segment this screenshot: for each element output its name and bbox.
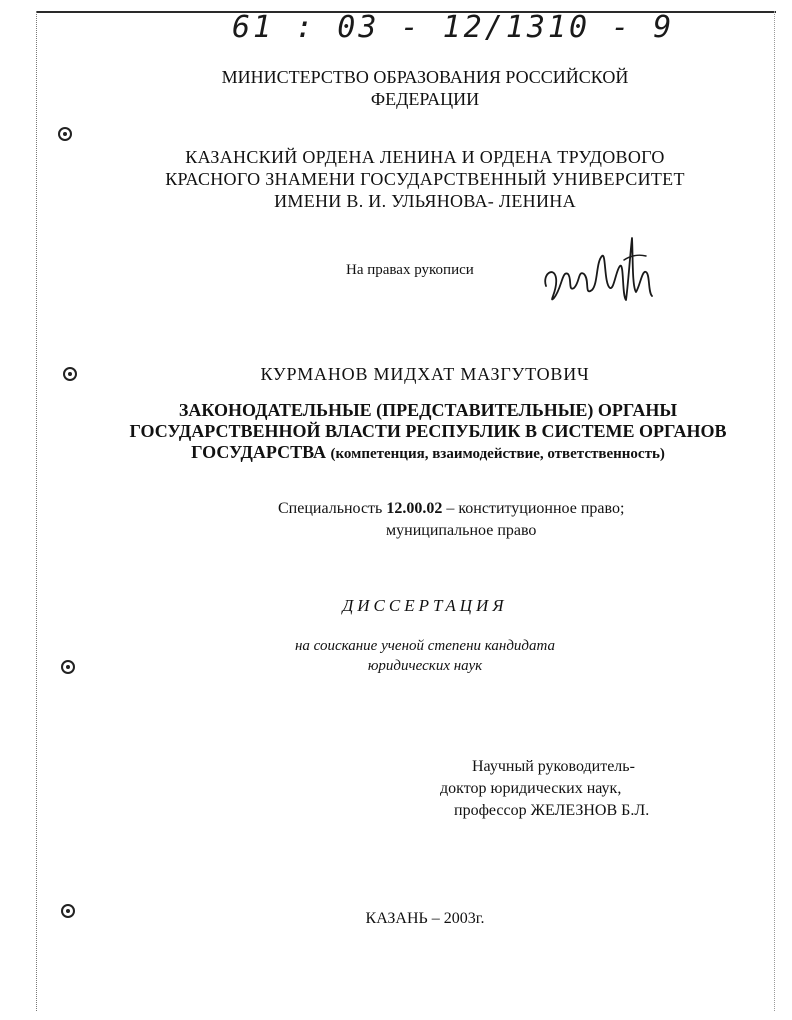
ministry-line-1: МИНИСТЕРСТВО ОБРАЗОВАНИЯ РОССИЙСКОЙ bbox=[221, 67, 629, 87]
signature-image bbox=[540, 226, 660, 316]
punch-hole-icon bbox=[58, 127, 72, 141]
page-frame-left bbox=[36, 11, 37, 1011]
document-type: ДИССЕРТАЦИЯ bbox=[342, 596, 508, 615]
university-line-3: ИМЕНИ В. И. УЛЬЯНОВА- ЛЕНИНА bbox=[274, 191, 576, 211]
page-frame-right bbox=[774, 11, 775, 1011]
supervisor-line-3: профессор ЖЕЛЕЗНОВ Б.Л. bbox=[454, 802, 650, 819]
university-line-1: КАЗАНСКИЙ ОРДЕНА ЛЕНИНА И ОРДЕНА ТРУДОВОГО bbox=[185, 147, 665, 167]
specialty bbox=[278, 498, 624, 542]
degree-line-2: юридических наук bbox=[367, 658, 483, 674]
punch-hole-icon bbox=[63, 367, 77, 381]
title-line-3 bbox=[110, 442, 746, 465]
university-line-2: КРАСНОГО ЗНАМЕНИ ГОСУДАРСТВЕННЫЙ УНИВЕРСИТЕТ bbox=[165, 169, 685, 189]
punch-hole-icon bbox=[61, 904, 75, 918]
specialty-code: 12.00.02 bbox=[386, 500, 443, 517]
author-name: КУРМАНОВ МИДХАТ МАЗГУТОВИЧ bbox=[260, 364, 590, 384]
title-line-3-main: ГОСУДАРСТВА bbox=[191, 442, 326, 462]
degree bbox=[120, 636, 730, 676]
dissertation-title bbox=[110, 400, 746, 465]
specialty-prefix: Специальность bbox=[278, 500, 383, 517]
supervisor-line-2: доктор юридических наук, bbox=[440, 780, 622, 797]
ministry-header bbox=[120, 66, 730, 110]
supervisor bbox=[440, 756, 649, 822]
specialty-text-2: муниципальное право bbox=[386, 522, 537, 539]
title-line-3-subtitle: (компетенция, взаимодействие, ответственность) bbox=[330, 446, 665, 462]
university-header bbox=[120, 146, 730, 212]
supervisor-line-1: Научный руководитель- bbox=[472, 758, 635, 775]
city-year: КАЗАНЬ – 2003г. bbox=[365, 910, 485, 927]
specialty-text: – конституционное право; bbox=[446, 500, 625, 517]
title-line-1: ЗАКОНОДАТЕЛЬНЫЕ (ПРЕДСТАВИТЕЛЬНЫЕ) ОРГАНЫ bbox=[178, 400, 678, 420]
degree-line-1: на соискание ученой степени кандидата bbox=[294, 638, 556, 654]
title-line-2: ГОСУДАРСТВЕННОЙ ВЛАСТИ РЕСПУБЛИК В СИСТЕМЕ ОРГАНОВ bbox=[129, 421, 727, 441]
manuscript-rights: На правах рукописи bbox=[346, 262, 474, 278]
ministry-line-2: ФЕДЕРАЦИИ bbox=[370, 89, 480, 109]
archive-code: 61 : 03 - 12/1310 - 9 bbox=[232, 10, 675, 45]
punch-hole-icon bbox=[61, 660, 75, 674]
